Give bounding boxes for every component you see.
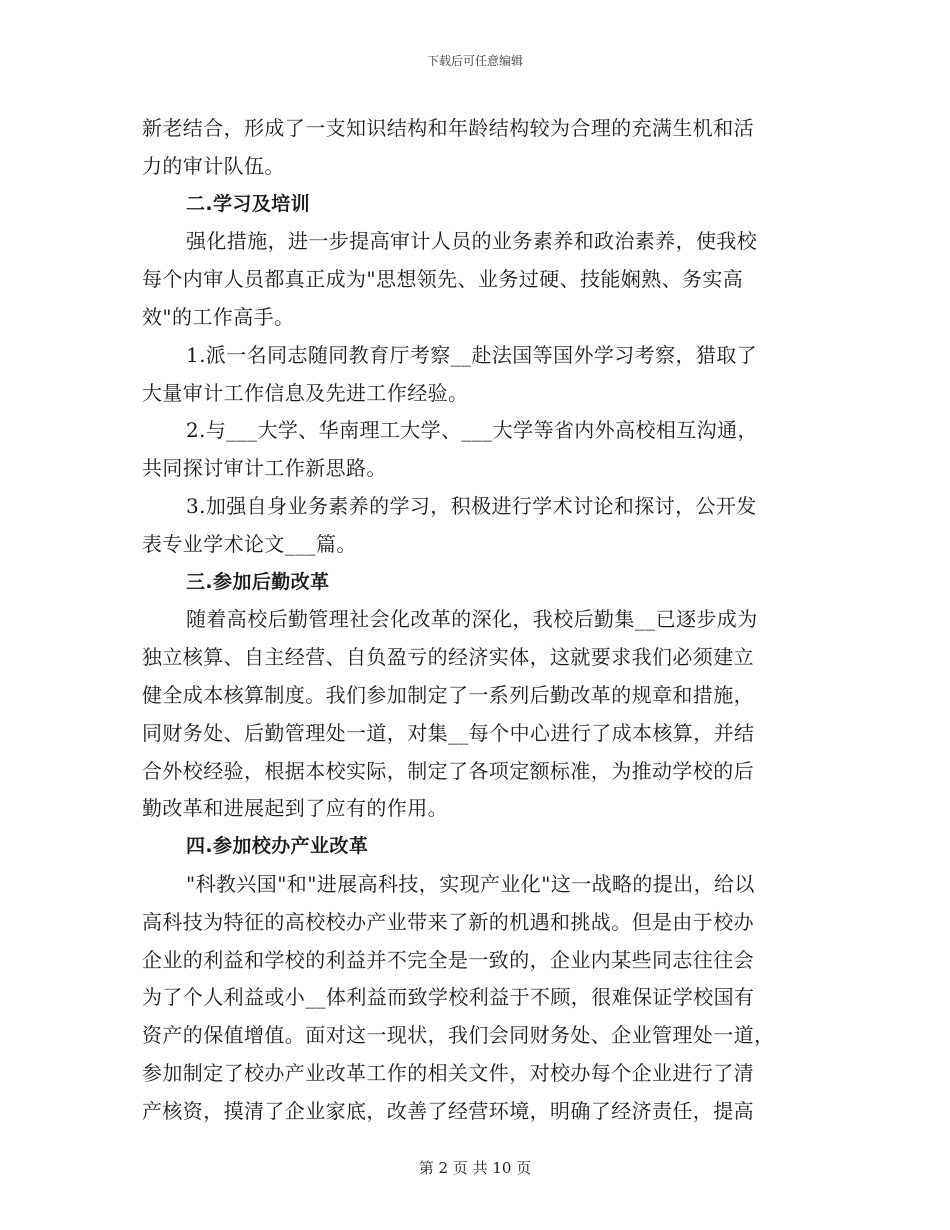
section-heading: 三.参加后勤改革 xyxy=(186,570,330,593)
paragraph-line: 为了个人利益或小__体利益而致学校利益于不顾，很难保证学校国有 xyxy=(142,985,755,1010)
paragraph-line: 产核资，摸清了企业家底，改善了经营环境，明确了经济责任，提高 xyxy=(142,1098,754,1123)
paragraph-line: 随着高校后勤管理社会化改革的深化，我校后勤集__已逐步成为 xyxy=(186,607,758,632)
paragraph-line: 大量审计工作信息及先进工作经验。 xyxy=(142,380,469,405)
paragraph-line: 合外校经验，根据本校实际，制定了各项定额标准，为推动学校的后 xyxy=(142,758,754,783)
paragraph-line: 勤改革和进展起到了应有的作用。 xyxy=(142,796,448,821)
paragraph-line: 力的审计队伍。 xyxy=(142,153,285,178)
page-header: 下载后可任意编辑 xyxy=(426,54,523,68)
paragraph-line: 新老结合，形成了一支知识结构和年龄结构较为合理的充满生机和活 xyxy=(142,116,754,140)
document-body xyxy=(142,110,808,1131)
paragraph-line: 高科技为特征的高校校办产业带来了新的机遇和挑战。但是由于校办 xyxy=(142,909,754,934)
paragraph-line: 强化措施，进一步提高审计人员的业务素养和政治素养，使我校 xyxy=(186,229,758,254)
paragraph-line: 健全成本核算制度。我们参加制定了一系列后勤改革的规章和措施， xyxy=(142,682,754,707)
paragraph-line: 每个内审人员都真正成为"思想领先、业务过硬、技能娴熟、务实高 xyxy=(142,267,744,292)
paragraph-line: 效"的工作高手。 xyxy=(142,304,295,329)
paragraph-line: 1.派一名同志随同教育厅考察__赴法国等国外学习考察，猎取了 xyxy=(186,342,758,367)
paragraph-line: "科教兴国"和"进展高科技，实现产业化"这一战略的提出，给以 xyxy=(186,871,755,896)
paragraph-line: 表专业学术论文___篇。 xyxy=(142,531,357,556)
paragraph-line: 独立核算、自主经营、自负盈亏的经济实体，这就要求我们必须建立 xyxy=(142,645,754,670)
paragraph-line: 参加制定了校办产业改革工作的相关文件，对校办每个企业进行了清 xyxy=(142,1060,754,1085)
paragraph-line: 共同探讨审计工作新思路。 xyxy=(142,456,387,481)
section-heading: 四.参加校办产业改革 xyxy=(186,835,369,858)
page-footer: 第 2 页 共 10 页 xyxy=(418,1159,532,1177)
paragraph-line: 企业的利益和学校的利益并不完全是一致的，企业内某些同志往往会 xyxy=(142,947,754,972)
paragraph-line: 2.与___大学、华南理工大学、___大学等省内外高校相互沟通， xyxy=(186,418,758,443)
section-heading: 二.学习及培训 xyxy=(186,192,311,215)
paragraph-line: 同财务处、后勤管理处一道，对集__每个中心进行了成本核算，并结 xyxy=(142,720,755,745)
paragraph-line: 3.加强自身业务素养的学习，积极进行学术讨论和探讨，公开发 xyxy=(186,493,757,518)
paragraph-line: 资产的保值增值。面对这一现状，我们会同财务处、企业管理处一道， xyxy=(142,1023,775,1048)
